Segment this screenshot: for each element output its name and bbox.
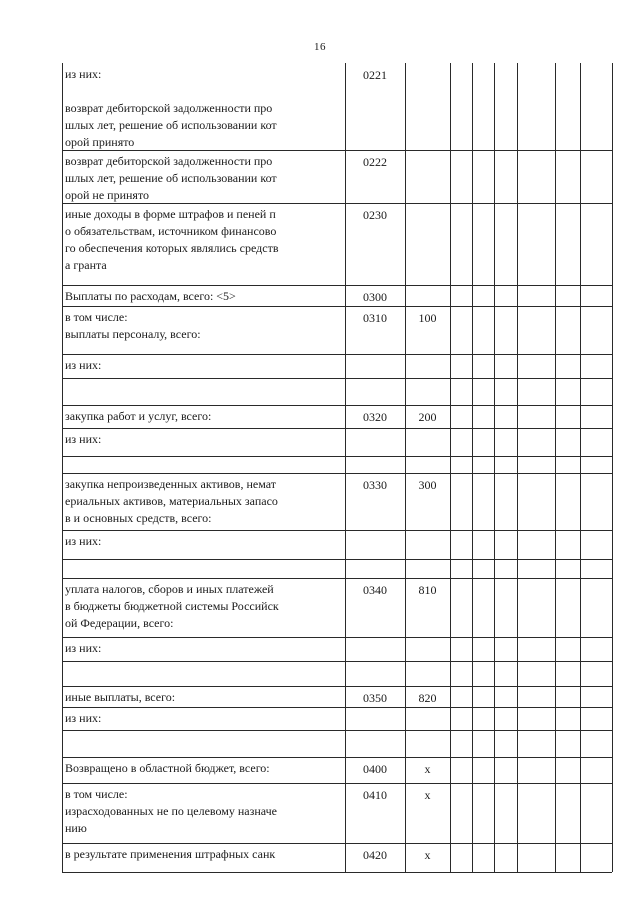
table-row-line [62,707,612,708]
table-row-line [62,405,612,406]
table-row-line [62,150,612,151]
row-description: возврат дебиторской задолженности про шлых лет, решение об использовании кот орой не принято [65,154,277,202]
table-column-line [472,63,473,872]
row-budget-code: 100 [418,311,437,325]
row-code: 0400 [363,762,387,776]
table-row-line [62,530,612,531]
row-description: уплата налогов, сборов и иных платежей в бюджеты бюджетной системы Российск ой Федерации, всего: [65,582,279,630]
table-row-line [62,559,612,560]
row-description: в том числе: израсходованных не по целевому назначе нию [65,787,277,835]
row-description: из них: [65,358,102,372]
row-description: закупка непроизведенных активов, немат ериальных активов, материальных запасо в и основных средств, всего: [65,477,278,525]
table-column-line [494,63,495,872]
table-column-line [517,63,518,872]
row-budget-code: x [424,762,431,776]
row-description [65,733,343,756]
table-row-line [62,730,612,731]
table-row-line [62,203,612,204]
row-code: 0320 [363,410,387,424]
table-row-line [62,757,612,758]
table-column-line [62,63,63,872]
row-budget-code: 810 [418,583,437,597]
table-row-line [62,578,612,579]
row-description: из них: [65,534,102,548]
table-row-line [62,686,612,687]
row-budget-code: 200 [418,410,437,424]
table-row-line [62,661,612,662]
table-row-line [62,637,612,638]
row-code: 0330 [363,478,387,492]
table-column-line [345,63,346,872]
table-column-line [405,63,406,872]
row-description: иные выплаты, всего: [65,690,176,704]
row-budget-code: 300 [418,478,437,492]
row-budget-code: 820 [418,691,437,705]
row-description: в том числе: выплаты персоналу, всего: [65,310,201,341]
table-column-line [612,63,613,872]
table-row-line [62,473,612,474]
row-description [65,459,343,472]
table-column-line [580,63,581,872]
row-description: Возвращено в областной бюджет, всего: [65,761,270,775]
table-row-line [62,378,612,379]
row-description [65,664,343,685]
table-row-line [62,456,612,457]
row-code: 0221 [363,68,387,82]
row-budget-code: x [424,788,431,802]
row-code: 0222 [363,155,387,169]
row-budget-code: x [424,848,431,862]
row-description: закупка работ и услуг, всего: [65,409,212,423]
row-code: 0340 [363,583,387,597]
row-description: из них: [65,432,102,446]
table-row-line [62,428,612,429]
row-description: из них: [65,711,102,725]
page-number: 16 [314,41,326,53]
row-code: 0420 [363,848,387,862]
table-column-line [555,63,556,872]
row-description [65,562,343,577]
row-code: 0300 [363,290,387,304]
row-description [65,381,343,404]
row-description: в результате применения штрафных санк [65,847,276,861]
row-description: Выплаты по расходам, всего: <5> [65,289,236,303]
table-row-line [62,783,612,784]
row-code: 0350 [363,691,387,705]
table-row-line [62,843,612,844]
row-code: 0310 [363,311,387,325]
row-code: 0410 [363,788,387,802]
table-row-line [62,306,612,307]
row-description: иные доходы в форме штрафов и пеней п о обязательствам, источником финансово го обеспечения которых являлись средств а гранта [65,207,279,272]
table-column-line [450,63,451,872]
row-description: из них: [65,641,102,655]
row-description: из них: возврат дебиторской задолженности про шлых лет, решение об использовании кот орой принято [65,67,277,149]
table-row-line [62,872,612,873]
table-row-line [62,354,612,355]
table-row-line [62,285,612,286]
row-code: 0230 [363,208,387,222]
